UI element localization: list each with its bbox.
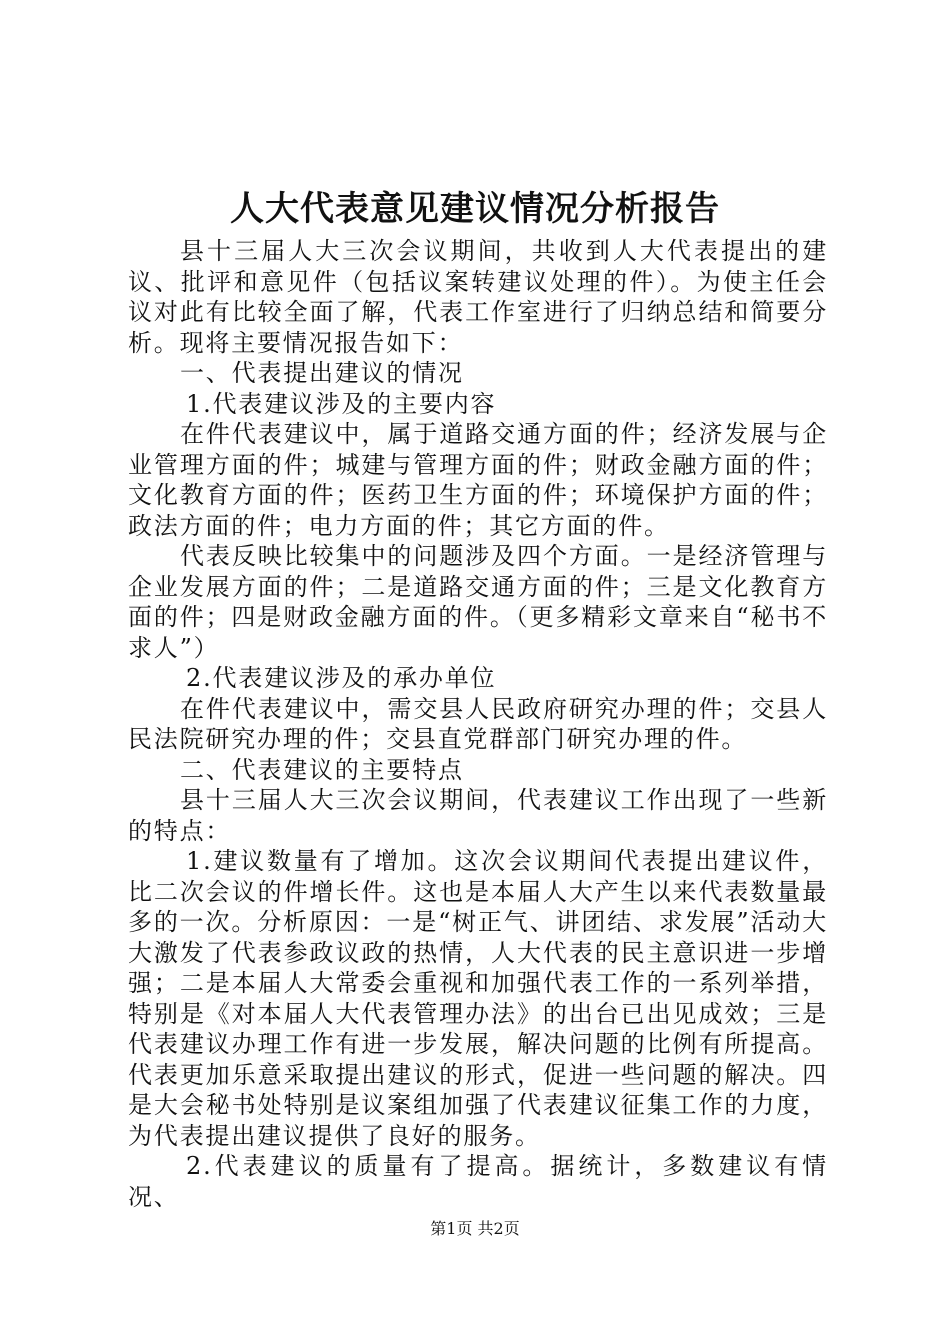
subsection-heading-1-1: 1.代表建议涉及的主要内容	[186, 389, 497, 418]
body-paragraph: 在件代表建议中，属于道路交通方面的件；经济发展与企业管理方面的件；城建与管理方面的件；财政金融方面的件；文化教育方面的件；医药卫生方面的件；环境保护方面的件；政法方面的件；电力方面的件；其它方面的件。	[128, 420, 828, 540]
body-paragraph: 在件代表建议中，需交县人民政府研究办理的件；交县人民法院研究办理的件；交县直党群部门研究办理的件。	[128, 694, 828, 753]
intro-paragraph: 县十三届人大三次会议期间，共收到人大代表提出的建议、批评和意见件（包括议案转建议处理的件）。为使主任会议对此有比较全面了解，代表工作室进行了归纳总结和简要分析。现将主要情况报告如下：	[128, 237, 828, 357]
section-heading-1: 一、代表提出建议的情况	[180, 359, 464, 387]
body-paragraph: 1.建议数量有了增加。这次会议期间代表提出建议件，比二次会议的件增长件。这也是本届人大产生以来代表数量最多的一次。分析原因：一是“树正气、讲团结、求发展”活动大大激发了代表参政议政的热情，人大代表的民主意识进一步增强；二是本届人大常委会重视和加强代表工作的一系列举措，特别是《对本届人大代表管理办法》的出台已出见成效；三是代表建议办理工作有进一步发展，解决问题的比例有所提高。代表更加乐意采取提出建议的形式，促进一些问题的解决。四是大会秘书处特别是议案组加强了代表建议征集工作的力度，为代表提出建议提供了良好的服务。	[128, 847, 828, 1150]
body-paragraph: 代表反映比较集中的问题涉及四个方面。一是经济管理与企业发展方面的件；二是道路交通方面的件；三是文化教育方面的件；四是财政金融方面的件。（更多精彩文章来自“秘书不求人”）	[128, 542, 828, 662]
document-title: 人大代表意见建议情况分析报告	[230, 189, 720, 229]
subsection-heading-1-2: 2.代表建议涉及的承办单位	[186, 664, 497, 692]
body-paragraph: 2.代表建议的质量有了提高。据统计，多数建议有情况、	[128, 1152, 828, 1211]
page-footer: 第1页 共2页	[430, 1219, 520, 1238]
document-body	[128, 236, 828, 1212]
body-paragraph: 县十三届人大三次会议期间，代表建议工作出现了一些新的特点：	[128, 786, 828, 845]
section-heading-2: 二、代表建议的主要特点	[180, 755, 464, 784]
